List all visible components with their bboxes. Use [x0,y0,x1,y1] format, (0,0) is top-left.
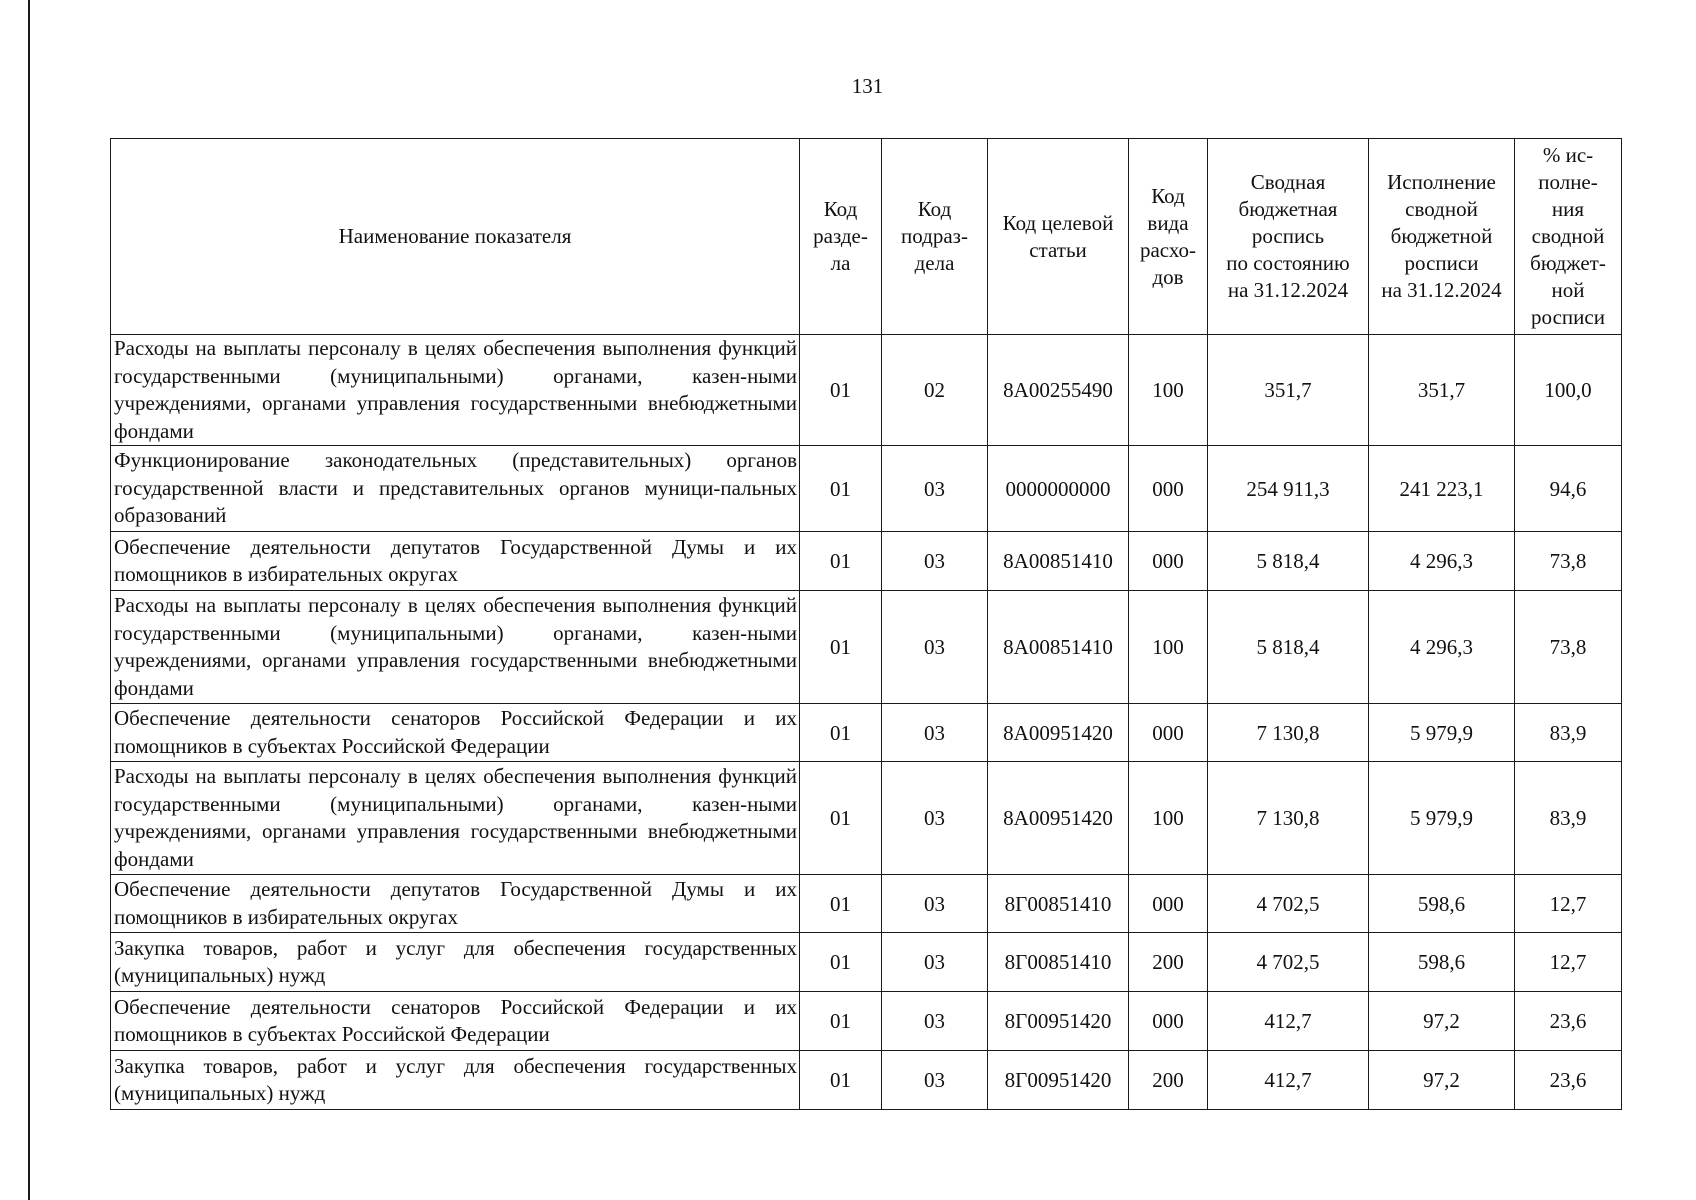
row-percent: 73,8 [1515,591,1622,704]
row-vid: 100 [1129,335,1208,446]
row-celevaya: 8A00951420 [988,704,1129,762]
row-razdel: 01 [800,704,882,762]
row-razdel: 01 [800,875,882,933]
row-vid: 200 [1129,933,1208,992]
row-name: Функционирование законодательных (представительных) органов государственной власти и представительных органов муници-пальных образований [111,446,800,532]
row-razdel: 01 [800,762,882,875]
header-podrazdel: Код подраз- дела [882,139,988,335]
row-name: Обеспечение деятельности сенаторов Российской Федерации и их помощников в субъектах Российской Федерации [111,704,800,762]
row-name: Обеспечение деятельности депутатов Государственной Думы и их помощников в избирательных округах [111,532,800,591]
row-percent: 23,6 [1515,992,1622,1051]
row-plan: 4 702,5 [1208,933,1369,992]
row-razdel: 01 [800,532,882,591]
row-name: Расходы на выплаты персоналу в целях обеспечения выполнения функций государственными (муниципальными) органами, казен-ными учреждениями, органами управления государственными внебюджетными фондами [111,591,800,704]
left-margin-rule [28,0,30,1200]
row-ispolnenie: 5 979,9 [1369,704,1515,762]
budget-table [110,138,1622,1110]
row-celevaya: 8A00851410 [988,532,1129,591]
row-name: Закупка товаров, работ и услуг для обеспечения государственных (муниципальных) нужд [111,933,800,992]
header-vid: Код вида расхо- дов [1129,139,1208,335]
row-podrazdel: 03 [882,446,988,532]
table-row [111,591,1622,704]
row-vid: 200 [1129,1051,1208,1110]
table-row [111,335,1622,446]
table-row [111,446,1622,532]
row-plan: 7 130,8 [1208,704,1369,762]
row-plan: 412,7 [1208,992,1369,1051]
table-row [111,762,1622,875]
row-percent: 12,7 [1515,933,1622,992]
row-plan: 254 911,3 [1208,446,1369,532]
row-podrazdel: 03 [882,992,988,1051]
row-podrazdel: 03 [882,704,988,762]
row-plan: 351,7 [1208,335,1369,446]
header-celevaya: Код целевой статьи [988,139,1129,335]
table-row [111,933,1622,992]
header-percent: % ис- полне- ния сводной бюджет- ной росписи [1515,139,1622,335]
row-vid: 000 [1129,532,1208,591]
row-ispolnenie: 4 296,3 [1369,532,1515,591]
row-razdel: 01 [800,591,882,704]
row-plan: 4 702,5 [1208,875,1369,933]
row-ispolnenie: 351,7 [1369,335,1515,446]
row-percent: 23,6 [1515,1051,1622,1110]
row-ispolnenie: 5 979,9 [1369,762,1515,875]
row-plan: 412,7 [1208,1051,1369,1110]
page-number: 131 [851,74,884,98]
row-ispolnenie: 97,2 [1369,992,1515,1051]
row-plan: 5 818,4 [1208,532,1369,591]
row-vid: 000 [1129,875,1208,933]
row-percent: 100,0 [1515,335,1622,446]
row-percent: 83,9 [1515,762,1622,875]
row-vid: 100 [1129,591,1208,704]
table-row [111,1051,1622,1110]
row-ispolnenie: 241 223,1 [1369,446,1515,532]
row-razdel: 01 [800,446,882,532]
row-podrazdel: 03 [882,591,988,704]
row-podrazdel: 03 [882,762,988,875]
table-body [111,335,1622,1110]
row-name: Расходы на выплаты персоналу в целях обеспечения выполнения функций государственными (муниципальными) органами, казен-ными учреждениями, органами управления государственными внебюджетными фондами [111,335,800,446]
row-percent: 73,8 [1515,532,1622,591]
row-razdel: 01 [800,933,882,992]
row-name: Обеспечение деятельности депутатов Государственной Думы и их помощников в избирательных округах [111,875,800,933]
row-celevaya: 8Г00851410 [988,933,1129,992]
row-razdel: 01 [800,335,882,446]
row-podrazdel: 03 [882,933,988,992]
header-plan: Сводная бюджетная роспись по состоянию на 31.12.2024 [1208,139,1369,335]
row-celevaya: 0000000000 [988,446,1129,532]
table-row [111,875,1622,933]
header-razdel: Код разде- ла [800,139,882,335]
row-podrazdel: 03 [882,1051,988,1110]
row-ispolnenie: 97,2 [1369,1051,1515,1110]
row-celevaya: 8Г00951420 [988,1051,1129,1110]
table-row [111,992,1622,1051]
row-ispolnenie: 598,6 [1369,875,1515,933]
row-plan: 5 818,4 [1208,591,1369,704]
table-row [111,532,1622,591]
row-vid: 100 [1129,762,1208,875]
row-celevaya: 8A00951420 [988,762,1129,875]
row-vid: 000 [1129,992,1208,1051]
row-percent: 94,6 [1515,446,1622,532]
row-name: Закупка товаров, работ и услуг для обеспечения государственных (муниципальных) нужд [111,1051,800,1110]
table-header [111,139,1622,335]
row-ispolnenie: 4 296,3 [1369,591,1515,704]
row-celevaya: 8A00851410 [988,591,1129,704]
row-percent: 83,9 [1515,704,1622,762]
row-name: Расходы на выплаты персоналу в целях обеспечения выполнения функций государственными (муниципальными) органами, казен-ными учреждениями, органами управления государственными внебюджетными фондами [111,762,800,875]
table-row [111,704,1622,762]
header-ispolnenie: Исполнение сводной бюджетной росписи на 31.12.2024 [1369,139,1515,335]
row-celevaya: 8Г00851410 [988,875,1129,933]
row-razdel: 01 [800,992,882,1051]
row-ispolnenie: 598,6 [1369,933,1515,992]
row-vid: 000 [1129,704,1208,762]
row-podrazdel: 03 [882,875,988,933]
row-plan: 7 130,8 [1208,762,1369,875]
row-razdel: 01 [800,1051,882,1110]
header-name: Наименование показателя [111,139,800,335]
row-celevaya: 8A00255490 [988,335,1129,446]
row-celevaya: 8Г00951420 [988,992,1129,1051]
row-name: Обеспечение деятельности сенаторов Российской Федерации и их помощников в субъектах Российской Федерации [111,992,800,1051]
row-podrazdel: 02 [882,335,988,446]
row-vid: 000 [1129,446,1208,532]
row-percent: 12,7 [1515,875,1622,933]
row-podrazdel: 03 [882,532,988,591]
